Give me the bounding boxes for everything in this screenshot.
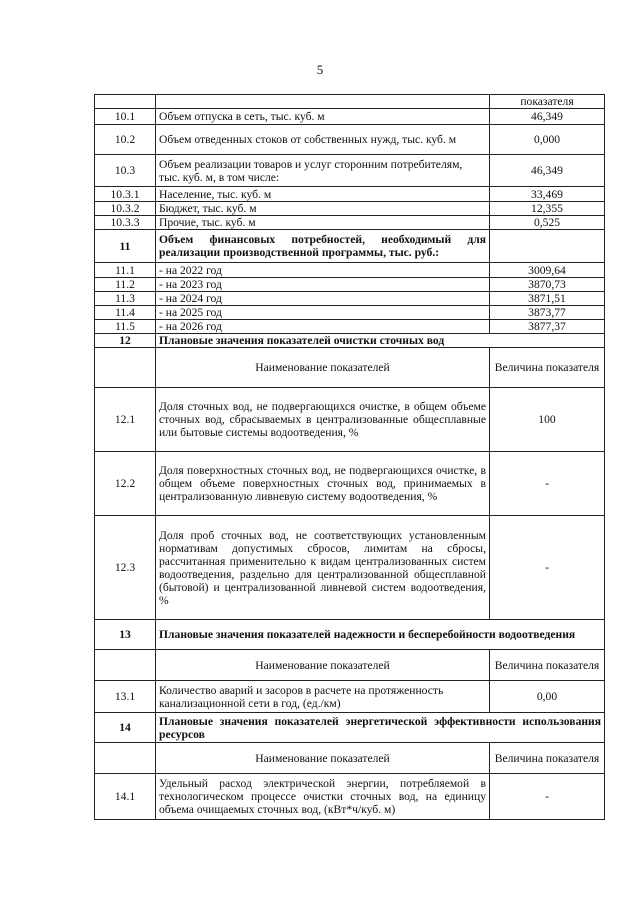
num-cell	[95, 650, 156, 681]
value-cell: 0,000	[490, 125, 605, 155]
section-12-row	[95, 334, 605, 348]
name-cell	[156, 95, 490, 109]
name-cell: Доля поверхностных сточных вод, не подвергающихся очистке, в общем объеме поверхностных сточных вод, принимаемых в централизованную ливневую систему водоотведения, %	[156, 452, 490, 516]
num-cell	[95, 743, 156, 774]
header-name-cell: Наименование показателей	[156, 743, 490, 774]
page-number: 5	[316, 62, 324, 77]
value-cell: 100	[490, 388, 605, 452]
value-cell: -	[490, 774, 605, 820]
value-cell: -	[490, 452, 605, 516]
table-row	[95, 187, 605, 202]
num-cell: 11.2	[95, 278, 156, 292]
section-title: Плановые значения показателей очистки сточных вод	[156, 334, 605, 348]
value-cell: 0,525	[490, 216, 605, 230]
num-cell: 13.1	[95, 681, 156, 713]
name-cell: Объем отпуска в сеть, тыс. куб. м	[156, 109, 490, 125]
num-cell: 14.1	[95, 774, 156, 820]
table-row	[95, 516, 605, 620]
num-cell: 10.3	[95, 155, 156, 187]
name-cell: - на 2025 год	[156, 306, 490, 320]
table-row	[95, 125, 605, 155]
value-cell: 3870,73	[490, 278, 605, 292]
table-row	[95, 388, 605, 452]
table-row	[95, 278, 605, 292]
header-value-cell: Величина показателя	[490, 743, 605, 774]
num-cell: 11.5	[95, 320, 156, 334]
num-cell: 10.3.1	[95, 187, 156, 202]
value-cell: 3877,37	[490, 320, 605, 334]
name-cell: Количество аварий и засоров в расчете на протяженность канализационной сети в год, (ед./км)	[156, 681, 490, 713]
table-row	[95, 681, 605, 713]
name-cell: - на 2023 год	[156, 278, 490, 292]
section-title: Плановые значения показателей энергетической эффективности использования ресурсов	[156, 713, 605, 743]
section-13-row	[95, 620, 605, 650]
num-cell	[95, 348, 156, 388]
section-number: 13	[95, 620, 156, 650]
name-cell: Бюджет, тыс. куб. м	[156, 202, 490, 216]
section-number: 14	[95, 713, 156, 743]
num-cell: 11.1	[95, 263, 156, 278]
value-cell: 3873,77	[490, 306, 605, 320]
num-cell: 12.2	[95, 452, 156, 516]
section-11-row	[95, 230, 605, 263]
section-number: 12	[95, 334, 156, 348]
name-cell: - на 2026 год	[156, 320, 490, 334]
name-cell: Доля сточных вод, не подвергающихся очистке, в общем объеме сточных вод, сбрасываемых в централизованные общесплавные или бытовые системы водоотведения, %	[156, 388, 490, 452]
table-row	[95, 95, 605, 109]
name-cell: Прочие, тыс. куб. м	[156, 216, 490, 230]
table-row	[95, 202, 605, 216]
header-value-cell: Величина показателя	[490, 348, 605, 388]
table-row	[95, 263, 605, 278]
num-cell: 10.1	[95, 109, 156, 125]
value-cell: 46,349	[490, 155, 605, 187]
table-row	[95, 320, 605, 334]
table-row	[95, 774, 605, 820]
value-cell: показателя	[490, 95, 605, 109]
indicators-table	[94, 94, 605, 820]
name-cell: Объем реализации товаров и услуг сторонним потребителям, тыс. куб. м, в том числе:	[156, 155, 490, 187]
section-number: 11	[95, 230, 156, 263]
value-cell: 3871,51	[490, 292, 605, 306]
num-cell: 11.4	[95, 306, 156, 320]
table-row	[95, 155, 605, 187]
section-title: Объем финансовых потребностей, необходимый для реализации производственной программы, тыс. руб.:	[156, 230, 490, 263]
section-12-header	[95, 348, 605, 388]
value-cell: 46,349	[490, 109, 605, 125]
table-row	[95, 292, 605, 306]
name-cell: - на 2022 год	[156, 263, 490, 278]
num-cell: 10.3.3	[95, 216, 156, 230]
name-cell: Удельный расход электрической энергии, потребляемой в технологическом процессе очистки сточных вод, на единицу объема очищаемых сточных вод, (кВт*ч/куб. м)	[156, 774, 490, 820]
table-row	[95, 109, 605, 125]
name-cell: Объем отведенных стоков от собственных нужд, тыс. куб. м	[156, 125, 490, 155]
section-title: Плановые значения показателей надежности и бесперебойности водоотведения	[156, 620, 605, 650]
section-13-header	[95, 650, 605, 681]
header-name-cell: Наименование показателей	[156, 348, 490, 388]
num-cell: 10.3.2	[95, 202, 156, 216]
name-cell: Население, тыс. куб. м	[156, 187, 490, 202]
num-cell	[95, 95, 156, 109]
value-cell	[490, 230, 605, 263]
table-row	[95, 452, 605, 516]
num-cell: 11.3	[95, 292, 156, 306]
table-row	[95, 306, 605, 320]
value-cell: 0,00	[490, 681, 605, 713]
value-cell: 33,469	[490, 187, 605, 202]
name-cell: Доля проб сточных вод, не соответствующих установленным нормативам допустимых сбросов, лимитам на сбросы, рассчитанная применительно к видам централизованных систем водоотведения, раздельно для централизованной общесплавной (бытовой) и централизованной ливневой систем водоотведения, %	[156, 516, 490, 620]
num-cell: 12.3	[95, 516, 156, 620]
num-cell: 12.1	[95, 388, 156, 452]
table-row	[95, 216, 605, 230]
num-cell: 10.2	[95, 125, 156, 155]
header-name-cell: Наименование показателей	[156, 650, 490, 681]
value-cell: 3009,64	[490, 263, 605, 278]
section-14-header	[95, 743, 605, 774]
section-14-row	[95, 713, 605, 743]
value-cell: 12,355	[490, 202, 605, 216]
name-cell: - на 2024 год	[156, 292, 490, 306]
header-value-cell: Величина показателя	[490, 650, 605, 681]
value-cell: -	[490, 516, 605, 620]
